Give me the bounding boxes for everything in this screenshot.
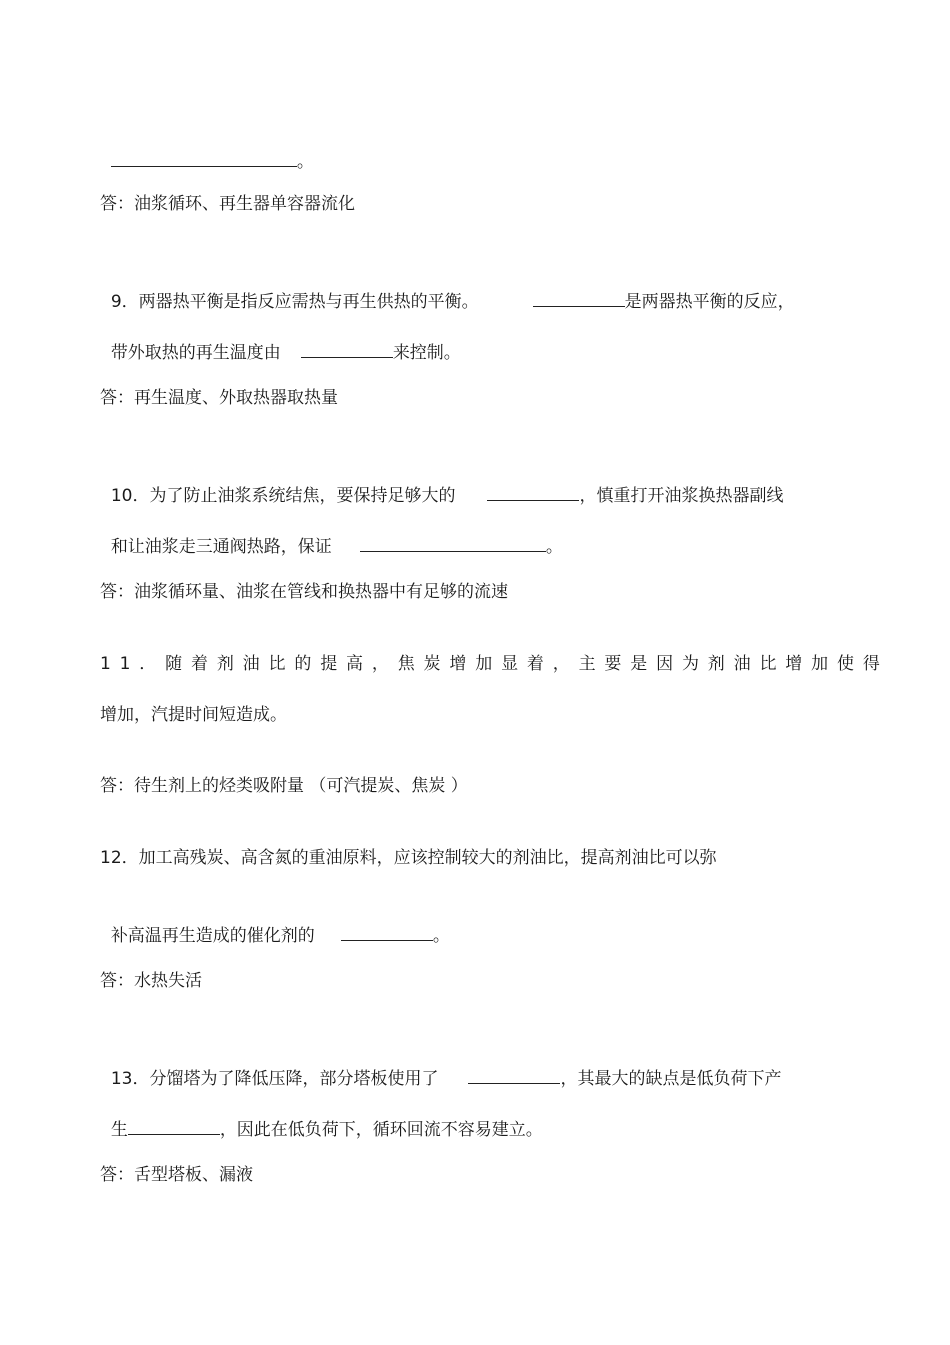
q8-answer: 答：油浆循环、再生器单容器流化 bbox=[100, 194, 355, 214]
fill-blank bbox=[487, 482, 579, 501]
q12-answer: 答：水热失活 bbox=[100, 971, 202, 991]
q11-line-1: 11．随着剂油比的提高，焦炭增加显着，主要是因为剂油比增加使得 bbox=[100, 654, 889, 674]
fill-blank bbox=[301, 339, 393, 358]
q9-question-text-3: 带外取热的再生温度由 bbox=[110, 343, 281, 363]
q9-question-text: 9．两器热平衡是指反应需热与再生供热的平衡。 bbox=[110, 292, 479, 312]
q13-question-text-4: ，因此在低负荷下，循环回流不容易建立。 bbox=[219, 1120, 543, 1140]
q11-answer: 答：待生剂上的烃类吸附量 （可汽提炭、焦炭 ） bbox=[100, 776, 468, 796]
fill-blank bbox=[111, 148, 297, 167]
q12-question-text-2: 补高温再生造成的催化剂的 bbox=[110, 926, 315, 946]
q11-line-2: 增加，汽提时间短造成。 bbox=[100, 705, 287, 725]
q9-question-text-2: 是两器热平衡的反应， bbox=[624, 292, 795, 312]
q10-line-1 bbox=[100, 458, 784, 506]
fill-blank bbox=[533, 288, 625, 307]
q13-line-2 bbox=[100, 1092, 543, 1140]
q8-continuation-line bbox=[100, 124, 314, 172]
fill-blank bbox=[128, 1116, 220, 1135]
q9-line-1 bbox=[100, 264, 795, 312]
q12-question-text-3: 。 bbox=[432, 926, 450, 946]
q10-line-2 bbox=[100, 509, 563, 557]
q13-line-1 bbox=[100, 1041, 782, 1089]
q9-question-text-4: 来控制。 bbox=[392, 343, 461, 363]
q12-line-2 bbox=[100, 898, 450, 946]
fill-blank bbox=[468, 1065, 560, 1084]
q10-question-text-4: 。 bbox=[545, 537, 563, 557]
q10-answer: 答：油浆循环量、油浆在管线和换热器中有足够的流速 bbox=[100, 582, 508, 602]
q13-question-text-2: ，其最大的缺点是低负荷下产 bbox=[560, 1069, 782, 1089]
q13-question-text-3: 生 bbox=[110, 1120, 128, 1140]
fill-blank bbox=[360, 533, 546, 552]
q10-question-text: 10．为了防止油浆系统结焦，要保持足够大的 bbox=[110, 486, 456, 506]
fill-blank bbox=[341, 922, 433, 941]
q9-answer: 答：再生温度、外取热器取热量 bbox=[100, 388, 338, 408]
q13-answer: 答：舌型塔板、漏液 bbox=[100, 1165, 253, 1185]
q9-line-2 bbox=[100, 315, 461, 363]
q8-tail-text: 。 bbox=[296, 152, 314, 172]
q12-line-1: 12．加工高残炭、高含氮的重油原料，应该控制较大的剂油比，提高剂油比可以弥 bbox=[100, 848, 717, 868]
q10-question-text-3: 和让油浆走三通阀热路，保证 bbox=[110, 537, 332, 557]
q10-question-text-2: ，慎重打开油浆换热器副线 bbox=[579, 486, 784, 506]
q13-question-text: 13．分馏塔为了降低压降，部分塔板使用了 bbox=[110, 1069, 439, 1089]
